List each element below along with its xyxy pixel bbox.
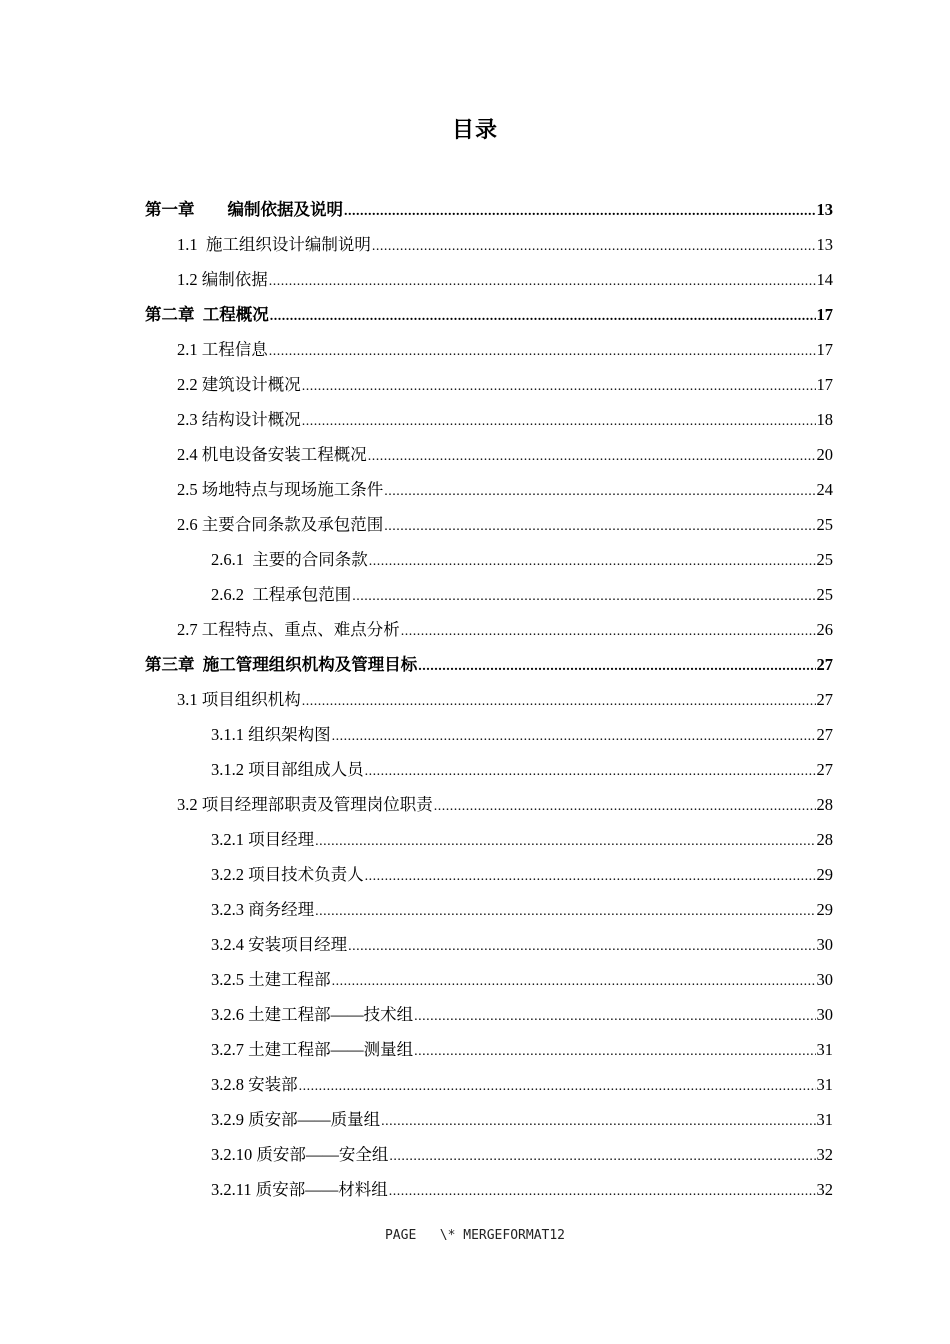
toc-entry[interactable] [0,927,950,962]
toc-entry-page-number: 17 [816,375,833,394]
toc-entry-page-number: 28 [816,795,833,814]
toc-entry-page-number: 17 [816,305,833,324]
toc-entry-text: 3.2.9 质安部——质量组 [211,1110,381,1129]
toc-entry[interactable] [0,962,950,997]
toc-entry-row [177,472,833,507]
toc-entry[interactable] [0,647,950,682]
dot-leader [389,1174,816,1209]
dot-leader [302,404,816,439]
toc-title: 目录 [451,118,498,143]
toc-entry-row [177,682,833,717]
toc-list [0,192,950,1207]
toc-entry-page-number: 27 [816,760,833,779]
toc-entry-row [211,1032,833,1067]
toc-entry-row [145,297,833,332]
dot-leader [299,1069,816,1104]
toc-entry-row [177,402,833,437]
toc-entry-row [211,1172,833,1207]
toc-entry-page-number: 27 [816,655,833,674]
toc-entry-text: 3.2 项目经理部职责及管理岗位职责 [177,795,433,814]
toc-entry-text: 第二章 工程概况 [145,305,269,324]
toc-entry[interactable] [0,1102,950,1137]
dot-leader [269,334,816,369]
toc-entry-text: 1.1 施工组织设计编制说明 [177,235,371,254]
toc-entry-row [211,717,833,752]
toc-entry[interactable] [0,577,950,612]
toc-entry-row [177,437,833,472]
toc-entry-text: 3.2.4 安装项目经理 [211,935,348,954]
toc-entry[interactable] [0,542,950,577]
toc-entry[interactable] [0,1032,950,1067]
toc-entry[interactable] [0,1137,950,1172]
dot-leader [401,614,816,649]
toc-entry-row [211,822,833,857]
toc-entry-text: 3.2.11 质安部——材料组 [211,1180,388,1199]
toc-entry[interactable] [0,227,950,262]
dot-leader [418,649,815,684]
toc-entry-row [177,787,833,822]
toc-entry-page-number: 17 [816,340,833,359]
toc-entry-page-number: 27 [816,725,833,744]
toc-entry[interactable] [0,332,950,367]
toc-entry-page-number: 26 [816,620,833,639]
toc-entry-page-number: 13 [816,200,833,219]
dot-leader [315,824,815,859]
toc-entry-page-number: 25 [816,515,833,534]
dot-leader [352,579,815,614]
toc-entry-text: 2.2 建筑设计概况 [177,375,301,394]
toc-entry-row [145,647,833,682]
toc-entry-row [177,612,833,647]
toc-entry-text: 2.7 工程特点、重点、难点分析 [177,620,400,639]
dot-leader [315,894,815,929]
toc-entry[interactable] [0,997,950,1032]
toc-entry[interactable] [0,1172,950,1207]
toc-entry-text: 3.2.1 项目经理 [211,830,315,849]
toc-entry-text: 2.1 工程信息 [177,340,268,359]
toc-entry-row [211,752,833,787]
toc-entry-row [211,577,833,612]
dot-leader [414,999,815,1034]
toc-entry-row [177,262,833,297]
toc-entry-row [211,857,833,892]
dot-leader [381,1104,815,1139]
toc-entry-text: 3.1.1 组织架构图 [211,725,331,744]
dot-leader [369,544,816,579]
toc-entry[interactable] [0,262,950,297]
toc-entry-row [177,367,833,402]
toc-entry-row [145,192,833,227]
toc-entry[interactable] [0,717,950,752]
toc-entry-text: 1.2 编制依据 [177,270,268,289]
toc-entry[interactable] [0,892,950,927]
dot-leader [269,264,816,299]
toc-entry-text: 2.6.2 工程承包范围 [211,585,352,604]
toc-entry[interactable] [0,857,950,892]
toc-entry-page-number: 25 [816,550,833,569]
dot-leader [434,789,816,824]
dot-leader [332,964,816,999]
dot-leader [414,1034,815,1069]
page-footer-field: PAGE \* MERGEFORMAT12 [384,1228,565,1243]
toc-entry[interactable] [0,787,950,822]
toc-entry[interactable] [0,297,950,332]
dot-leader [270,299,816,334]
toc-entry-text: 2.4 机电设备安装工程概况 [177,445,367,464]
toc-entry[interactable] [0,1067,950,1102]
toc-entry[interactable] [0,472,950,507]
toc-entry-row [211,542,833,577]
dot-leader [365,754,816,789]
toc-entry-page-number: 31 [816,1075,833,1094]
dot-leader [384,509,815,544]
toc-entry-row [177,227,833,262]
toc-entry-text: 第一章 编制依据及说明 [145,200,343,219]
dot-leader [332,719,816,754]
toc-entry-text: 2.3 结构设计概况 [177,410,301,429]
toc-entry-page-number: 24 [816,480,833,499]
dot-leader [302,369,816,404]
toc-entry-page-number: 31 [816,1040,833,1059]
toc-entry[interactable] [0,367,950,402]
toc-entry-page-number: 27 [816,690,833,709]
toc-entry-text: 3.2.5 土建工程部 [211,970,331,989]
toc-entry-text: 2.6 主要合同条款及承包范围 [177,515,384,534]
toc-entry-row [211,1067,833,1102]
dot-leader [344,194,816,229]
toc-entry-row [211,1102,833,1137]
toc-entry-page-number: 30 [816,1005,833,1024]
toc-entry-page-number: 13 [816,235,833,254]
toc-entry-row [211,927,833,962]
dot-leader [389,1139,815,1174]
toc-entry-text: 3.2.3 商务经理 [211,900,315,919]
toc-entry-page-number: 32 [816,1180,833,1199]
toc-entry-text: 2.6.1 主要的合同条款 [211,550,368,569]
dot-leader [365,859,816,894]
toc-entry-page-number: 14 [816,270,833,289]
toc-entry[interactable] [0,612,950,647]
toc-entry-text: 3.1 项目组织机构 [177,690,301,709]
toc-entry-page-number: 28 [816,830,833,849]
toc-entry-page-number: 30 [816,970,833,989]
toc-entry[interactable] [0,822,950,857]
toc-entry-text: 3.1.2 项目部组成人员 [211,760,364,779]
dot-leader [372,229,816,264]
dot-leader [368,439,816,474]
toc-entry-text: 3.2.2 项目技术负责人 [211,865,364,884]
toc-entry[interactable] [0,192,950,227]
toc-entry-text: 3.2.6 土建工程部——技术组 [211,1005,414,1024]
toc-entry-text: 3.2.8 安装部 [211,1075,298,1094]
toc-entry-page-number: 29 [816,865,833,884]
toc-entry-page-number: 32 [816,1145,833,1164]
toc-entry-row [177,507,833,542]
toc-entry-page-number: 25 [816,585,833,604]
toc-entry[interactable] [0,507,950,542]
toc-entry-text: 3.2.10 质安部——安全组 [211,1145,389,1164]
toc-entry[interactable] [0,752,950,787]
dot-leader [384,474,815,509]
toc-entry-row [177,332,833,367]
toc-entry-page-number: 31 [816,1110,833,1129]
toc-entry-row [211,1137,833,1172]
toc-entry[interactable] [0,437,950,472]
dot-leader [348,929,815,964]
toc-entry-row [211,962,833,997]
toc-entry-row [211,892,833,927]
toc-entry-row [211,997,833,1032]
toc-entry-text: 3.2.7 土建工程部——测量组 [211,1040,414,1059]
toc-entry-page-number: 18 [816,410,833,429]
toc-entry-page-number: 29 [816,900,833,919]
toc-entry[interactable] [0,402,950,437]
toc-entry[interactable] [0,682,950,717]
toc-entry-page-number: 20 [816,445,833,464]
toc-entry-page-number: 30 [816,935,833,954]
dot-leader [302,684,816,719]
toc-entry-text: 2.5 场地特点与现场施工条件 [177,480,384,499]
toc-entry-text: 第三章 施工管理组织机构及管理目标 [145,655,418,674]
